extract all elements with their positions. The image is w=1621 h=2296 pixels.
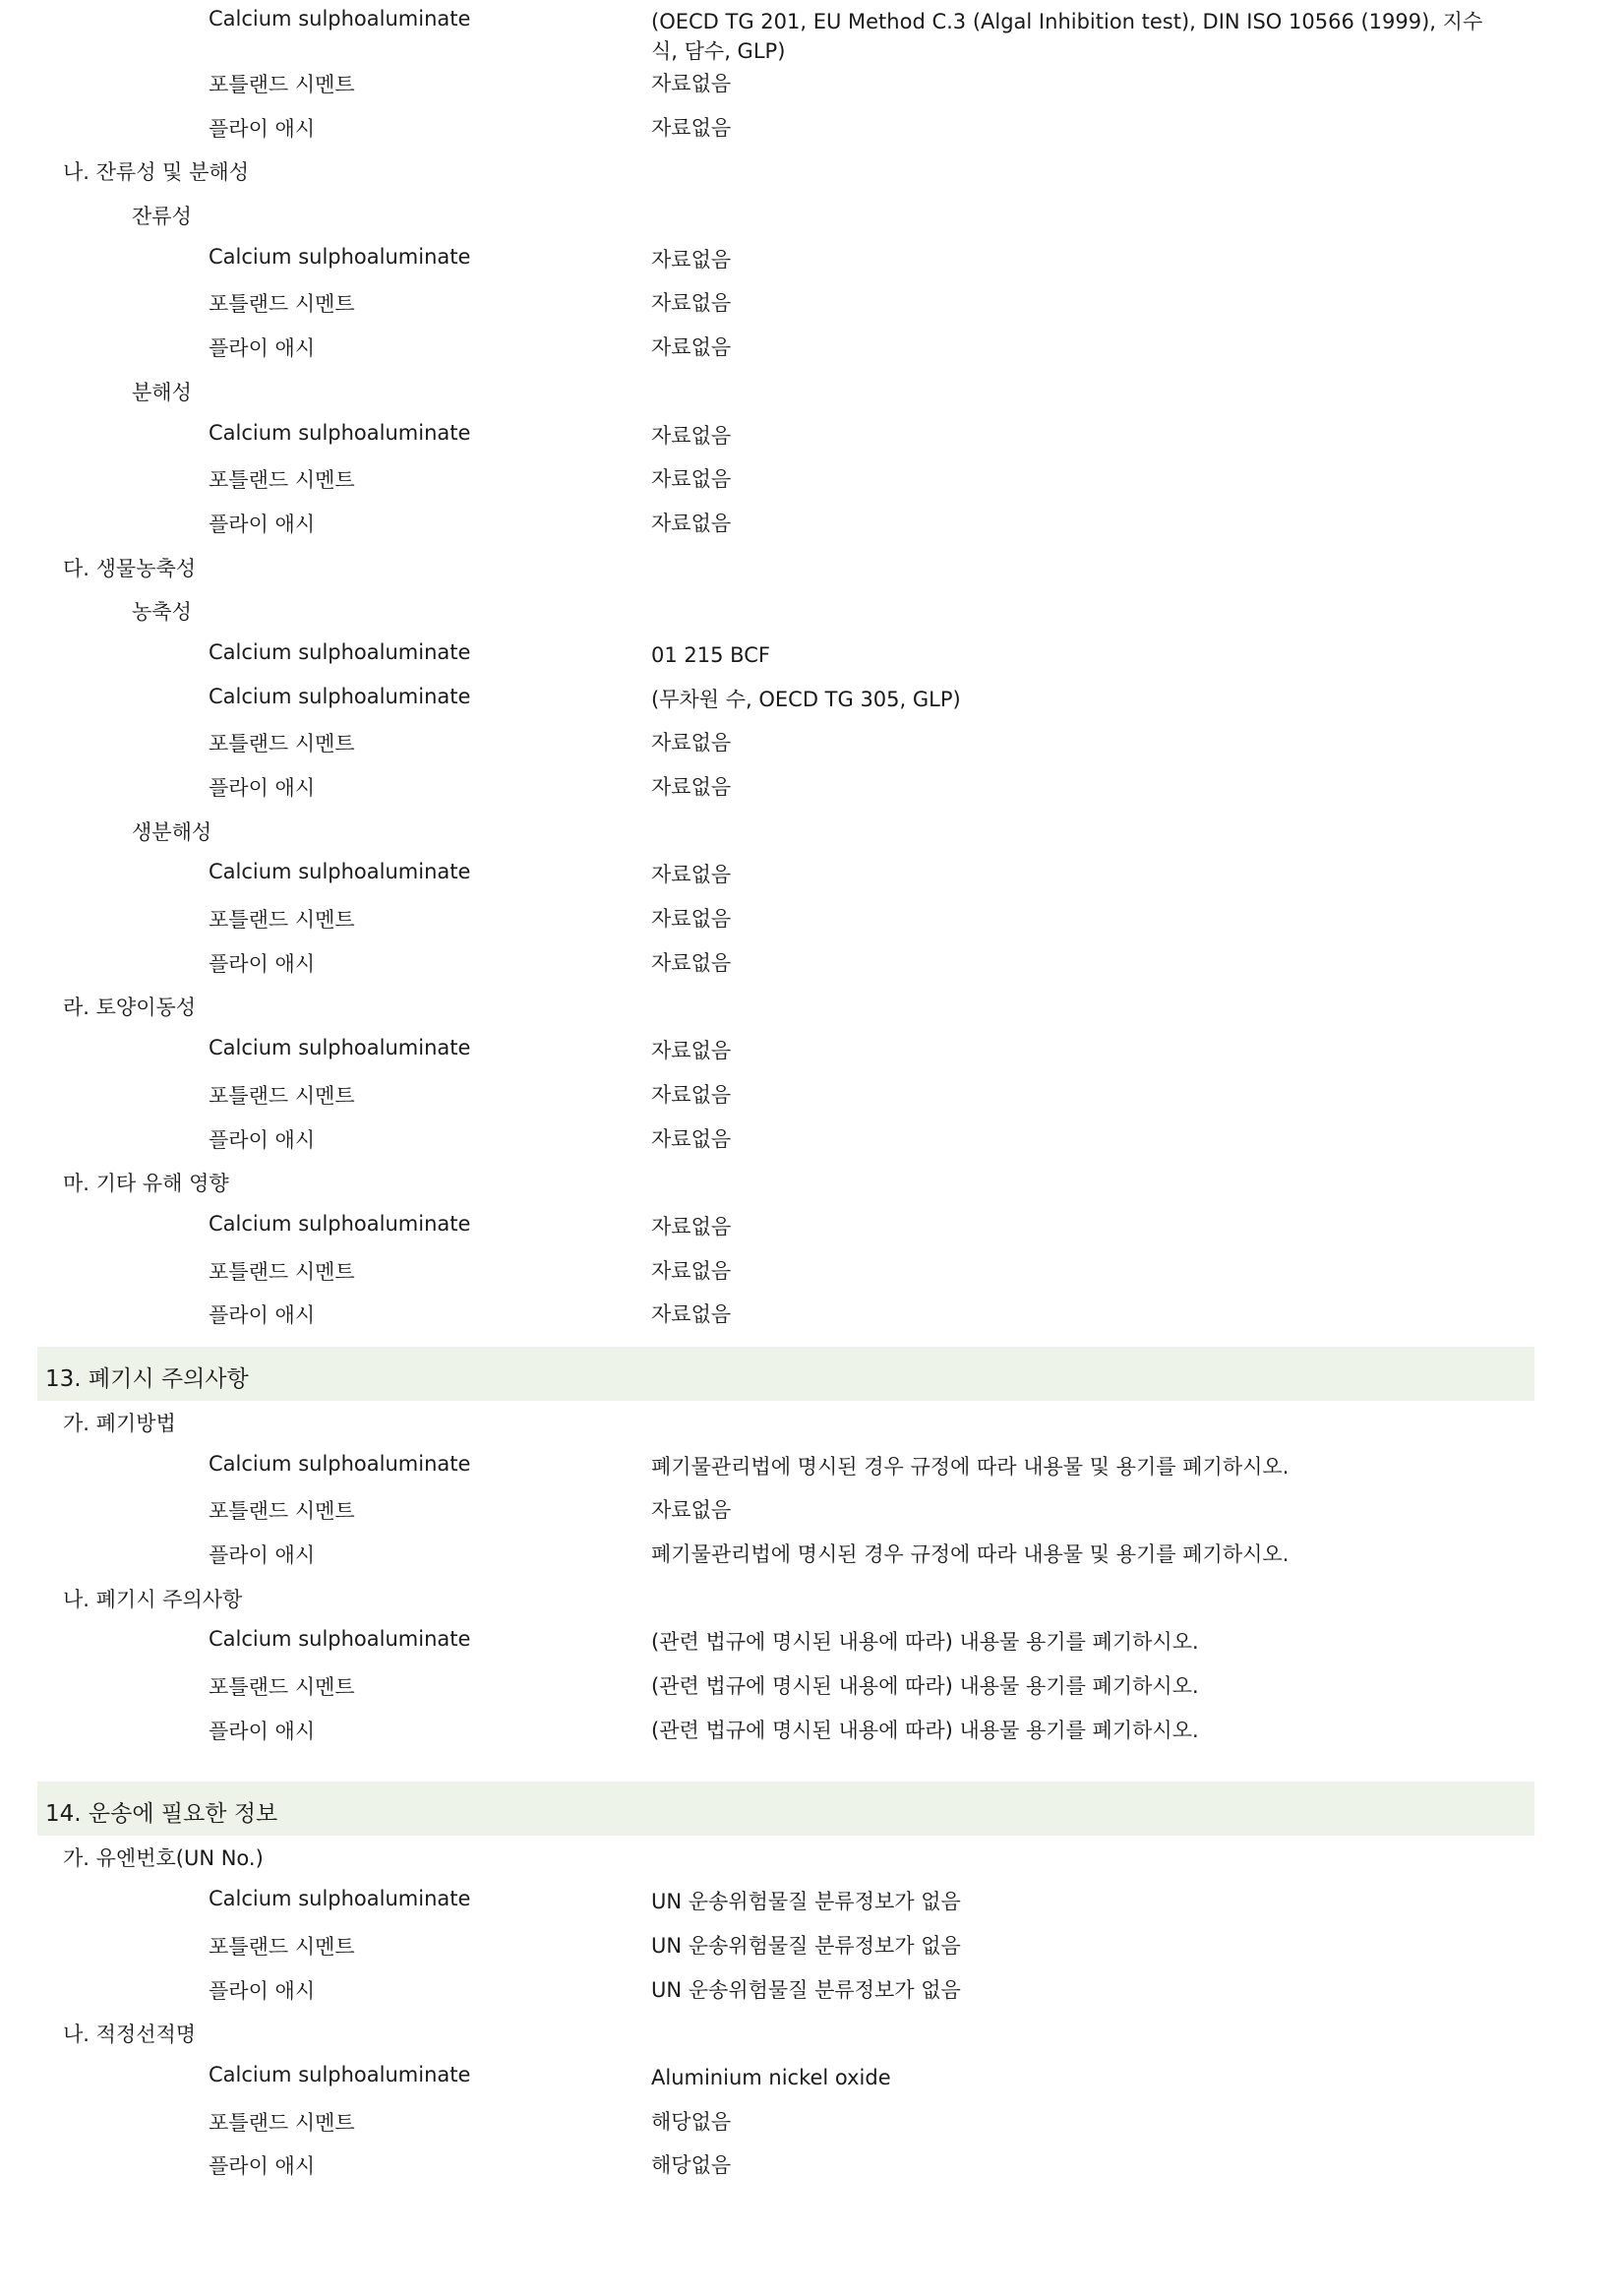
table-row <box>0 326 1621 370</box>
table-row <box>0 502 1621 546</box>
substance-name: 포틀랜드 시멘트 <box>209 1934 355 1959</box>
rows-un-number <box>0 1880 1621 2012</box>
substance-name: 포틀랜드 시멘트 <box>209 1259 355 1284</box>
substance-name: 플라이 애시 <box>209 776 316 800</box>
substance-name: Calcium sulphoaluminate <box>209 1036 471 1060</box>
table-row <box>0 678 1621 722</box>
table-row <box>0 1488 1621 1533</box>
table-row <box>0 2056 1621 2100</box>
table-row <box>0 1073 1621 1118</box>
substance-value: (관련 법규에 명시된 내용에 따라) 내용물 용기를 폐기하시오. <box>651 1674 1199 1699</box>
subsection-heading <box>0 1836 1621 1880</box>
substance-name: 플라이 애시 <box>209 1978 316 2003</box>
table-row <box>0 1293 1621 1337</box>
substance-value: 자료없음 <box>651 423 732 448</box>
table-row <box>0 1924 1621 1968</box>
substance-value: 자료없음 <box>651 775 732 799</box>
substance-value: 자료없음 <box>651 1126 732 1151</box>
substance-name: 포틀랜드 시멘트 <box>209 1499 355 1524</box>
subsection-heading <box>0 1401 1621 1445</box>
substance-value: 해당없음 <box>651 2153 732 2178</box>
subsection-heading <box>0 2012 1621 2056</box>
heading-disposal-method: 가. 폐기방법 <box>63 1411 176 1435</box>
substance-name: Calcium sulphoaluminate <box>209 1627 471 1652</box>
substance-value: (관련 법규에 명시된 내용에 따라) 내용물 용기를 폐기하시오. <box>651 1718 1199 1742</box>
substance-name: Calcium sulphoaluminate <box>209 2062 471 2086</box>
rows-bioaccumulation <box>0 634 1621 810</box>
table-row <box>0 721 1621 765</box>
substance-name: Calcium sulphoaluminate <box>209 1887 471 1911</box>
table-row <box>0 1620 1621 1664</box>
section-title: 14. 운송에 필요한 정보 <box>45 1801 278 1828</box>
section-14 <box>0 1836 1621 2188</box>
substance-name: 플라이 애시 <box>209 1127 316 1152</box>
group-label <box>0 589 1621 634</box>
substance-value: 01 215 BCF <box>651 642 770 667</box>
substance-name: 플라이 애시 <box>209 1719 316 1743</box>
table-row <box>0 281 1621 326</box>
table-row <box>0 853 1621 897</box>
substance-name: Calcium sulphoaluminate <box>209 684 471 708</box>
substance-value: 자료없음 <box>651 1498 732 1523</box>
substance-value: 자료없음 <box>651 863 732 887</box>
substance-name: 플라이 애시 <box>209 512 316 536</box>
substance-name: Calcium sulphoaluminate <box>209 244 471 269</box>
group-label <box>0 194 1621 238</box>
table-row <box>0 1118 1621 1162</box>
substance-value: 자료없음 <box>651 907 732 932</box>
substance-value: Aluminium nickel oxide <box>651 2065 891 2089</box>
section-title: 13. 폐기시 주의사항 <box>45 1365 249 1392</box>
substance-value: 자료없음 <box>651 1258 732 1283</box>
table-row <box>0 106 1621 151</box>
substance-name: 플라이 애시 <box>209 1303 316 1328</box>
rows-other-effects <box>0 1205 1621 1337</box>
label-biodegradability: 생분해성 <box>132 819 212 844</box>
table-row <box>0 1968 1621 2013</box>
substance-name: 포틀랜드 시멘트 <box>209 468 355 493</box>
substance-name: 포틀랜드 시멘트 <box>209 292 355 317</box>
table-row <box>0 2100 1621 2145</box>
section-13-header <box>37 1347 1534 1401</box>
table-row <box>0 0 1621 62</box>
substance-value: 자료없음 <box>651 291 732 316</box>
substance-value: 폐기물관리법에 명시된 경우 규정에 따라 내용물 및 용기를 폐기하시오. <box>651 1454 1290 1479</box>
substance-value: 자료없음 <box>651 1082 732 1107</box>
substance-name: 포틀랜드 시멘트 <box>209 908 355 933</box>
table-row <box>0 1249 1621 1294</box>
substance-name: Calcium sulphoaluminate <box>209 639 471 664</box>
substance-name: 플라이 애시 <box>209 951 316 976</box>
substance-name: 포틀랜드 시멘트 <box>209 1675 355 1700</box>
label-persistence: 잔류성 <box>132 205 192 229</box>
table-row <box>0 457 1621 502</box>
subsection-heading <box>0 150 1621 194</box>
table-row <box>0 765 1621 810</box>
label-degradability: 분해성 <box>132 380 192 404</box>
table-row <box>0 1029 1621 1073</box>
substance-name: Calcium sulphoaluminate <box>209 860 471 884</box>
table-row <box>0 634 1621 678</box>
substance-value: 자료없음 <box>651 467 732 492</box>
rows-persistence <box>0 238 1621 370</box>
substance-value: UN 운송위험물질 분류정보가 없음 <box>651 1977 961 2002</box>
substance-value: (무차원 수, OECD TG 305, GLP) <box>651 687 961 711</box>
substance-value: 해당없음 <box>651 2109 732 2134</box>
substance-value: UN 운송위험물질 분류정보가 없음 <box>651 1890 961 1914</box>
group-label <box>0 810 1621 854</box>
label-bioaccumulation: 농축성 <box>132 600 192 625</box>
substance-value: 폐기물관리법에 명시된 경우 규정에 따라 내용물 및 용기를 폐기하시오. <box>651 1542 1290 1566</box>
substance-name: 포틀랜드 시멘트 <box>209 732 355 756</box>
substance-name: 플라이 애시 <box>209 2154 316 2179</box>
heading-un-number: 가. 유엔번호(UN No.) <box>63 1846 264 1871</box>
table-row <box>0 1664 1621 1709</box>
substance-name: 플라이 애시 <box>209 336 316 361</box>
group-label <box>0 370 1621 414</box>
heading-disposal-precautions: 나. 폐기시 주의사항 <box>63 1587 243 1611</box>
substance-value: 자료없음 <box>651 1214 732 1239</box>
table-row <box>0 1533 1621 1577</box>
heading-bioaccumulation: 다. 생물농축성 <box>63 556 197 580</box>
table-row <box>0 941 1621 986</box>
substance-value: (관련 법규에 명시된 내용에 따라) 내용물 용기를 폐기하시오. <box>651 1630 1199 1655</box>
table-row <box>0 2144 1621 2188</box>
section-14-header <box>37 1782 1534 1836</box>
table-row <box>0 1709 1621 1753</box>
substance-name: 포틀랜드 시멘트 <box>209 73 355 96</box>
table-row <box>0 238 1621 282</box>
table-row <box>0 1880 1621 1924</box>
subsection-heading <box>0 985 1621 1029</box>
rows-biodegradability <box>0 853 1621 985</box>
substance-name: Calcium sulphoaluminate <box>209 1211 471 1236</box>
substance-value: 자료없음 <box>651 115 732 140</box>
substance-name: Calcium sulphoaluminate <box>209 7 471 30</box>
substance-value: 자료없음 <box>651 731 732 755</box>
substance-value: (OECD TG 201, EU Method C.3 (Algal Inhibition test), DIN ISO 10566 (1999), 지수식, 담수, GLP) <box>651 10 1483 63</box>
rows-shipping-name <box>0 2056 1621 2188</box>
table-row <box>0 1445 1621 1489</box>
substance-name: Calcium sulphoaluminate <box>209 1451 471 1476</box>
substance-value: UN 운송위험물질 분류정보가 없음 <box>651 1933 961 1958</box>
substance-value: 자료없음 <box>651 1302 732 1327</box>
heading-persistence-degradability: 나. 잔류성 및 분해성 <box>63 160 249 185</box>
substance-value: 자료없음 <box>651 72 732 95</box>
subsection-heading <box>0 1161 1621 1205</box>
rows-disposal-method <box>0 1445 1621 1577</box>
substance-name: 플라이 애시 <box>209 116 316 141</box>
table-row <box>0 897 1621 941</box>
rows-degradability <box>0 414 1621 546</box>
substance-name: 포틀랜드 시멘트 <box>209 1083 355 1108</box>
substance-value: 자료없음 <box>651 950 732 975</box>
substance-name: Calcium sulphoaluminate <box>209 420 471 445</box>
substance-name: 포틀랜드 시멘트 <box>209 2110 355 2135</box>
rows-soil-mobility <box>0 1029 1621 1161</box>
substance-name: 플라이 애시 <box>209 1543 316 1567</box>
table-row <box>0 414 1621 458</box>
substance-value: 자료없음 <box>651 335 732 360</box>
section-13 <box>0 1401 1621 1753</box>
substance-value: 자료없음 <box>651 1039 732 1063</box>
substance-value: 자료없음 <box>651 247 732 272</box>
subsection-heading <box>0 1577 1621 1621</box>
substance-value: 자료없음 <box>651 511 732 535</box>
subsection-heading <box>0 546 1621 590</box>
rows-disposal-precautions <box>0 1620 1621 1752</box>
heading-shipping-name: 나. 적정선적명 <box>63 2023 197 2047</box>
table-row <box>0 1205 1621 1249</box>
heading-soil-mobility: 라. 토양이동성 <box>63 996 197 1020</box>
heading-other-effects: 마. 기타 유해 영향 <box>63 1172 229 1196</box>
table-row <box>0 62 1621 106</box>
